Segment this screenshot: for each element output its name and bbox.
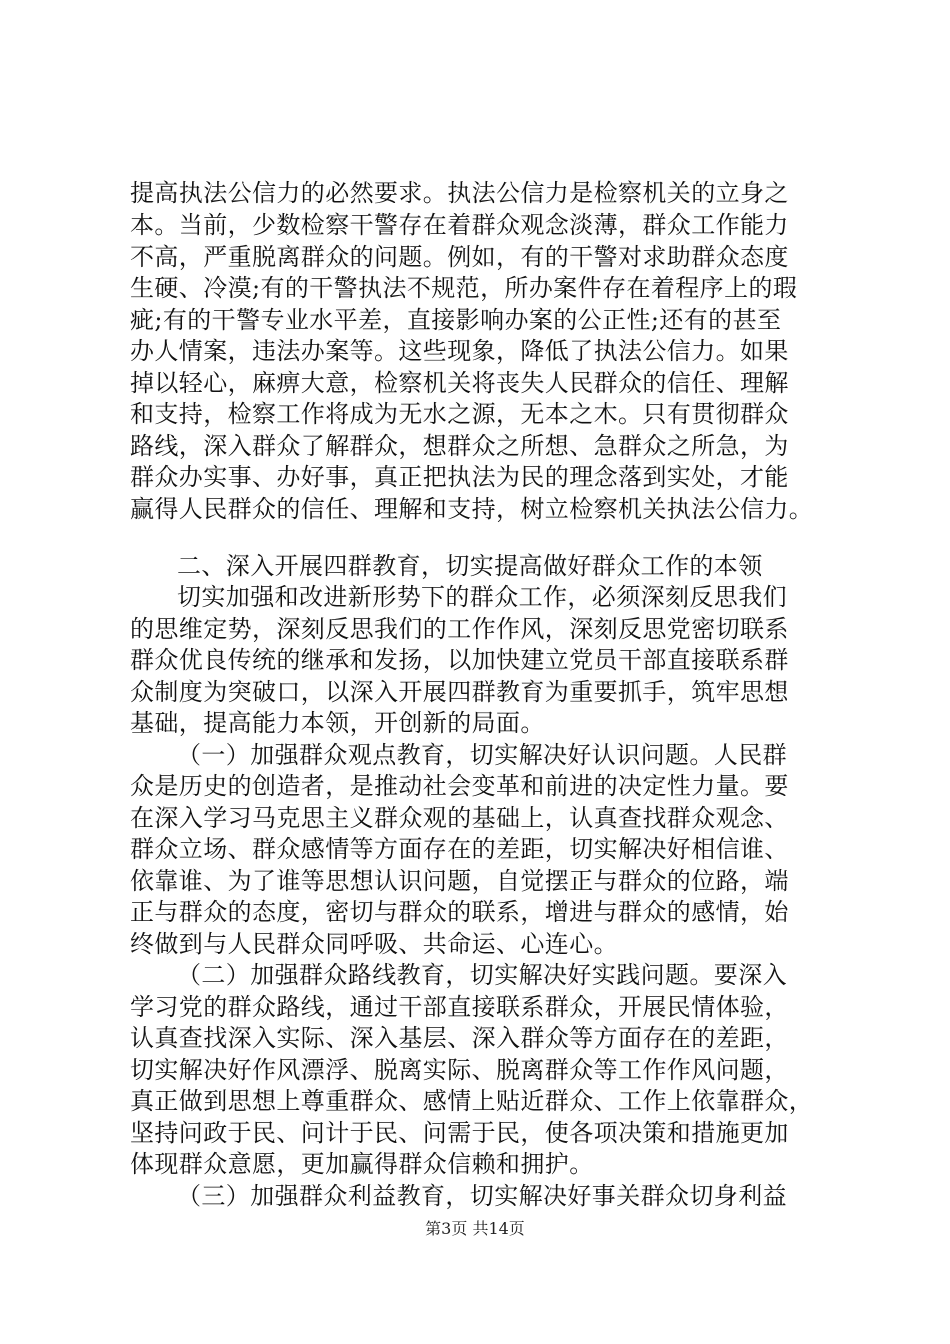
paragraph-line: 本。当前，少数检察干警存在着群众观念淡薄，群众工作能力 (130, 211, 789, 239)
paragraph-line: 坚持问政于民、问计于民、问需于民，使各项决策和措施更加 (130, 1119, 789, 1147)
paragraph-line: 依靠谁、为了谁等思想认识问题，自觉摆正与群众的位路，端 (130, 867, 789, 895)
paragraph-line: 众是历史的创造者，是推动社会变革和前进的决定性力量。要 (130, 772, 789, 800)
paragraph-line: 办人情案，违法办案等。这些现象，降低了执法公信力。如果 (130, 337, 789, 365)
paragraph-line: 真正做到思想上尊重群众、感情上贴近群众、工作上依靠群众， (130, 1087, 814, 1115)
paragraph-line: 的思维定势，深刻反思我们的工作作风，深刻反思党密切联系 (130, 615, 789, 643)
paragraph-line: 认真查找深入实际、深入基层、深入群众等方面存在的差距， (130, 1024, 789, 1052)
paragraph-line: 群众办实事、办好事，真正把执法为民的理念落到实处，才能 (130, 463, 789, 491)
paragraph-line: 赢得人民群众的信任、理解和支持，树立检察机关执法公信力。 (130, 495, 814, 523)
paragraph-line: （二）加强群众路线教育，切实解决好实践问题。要深入 (177, 961, 787, 989)
paragraph-line: 路线，深入群众了解群众，想群众之所想、急群众之所急，为 (130, 432, 789, 460)
paragraph-line: 众制度为突破口，以深入开展四群教育为重要抓手，筑牢思想 (130, 678, 789, 706)
paragraph-line: 和支持，检察工作将成为无水之源，无本之木。只有贯彻群众 (130, 400, 789, 428)
paragraph-line: （一）加强群众观点教育，切实解决好认识问题。人民群 (177, 741, 787, 769)
paragraph-line: 在深入学习马克思主义群众观的基础上，认真查找群众观念、 (130, 804, 789, 832)
paragraph-line: 疵;有的干警专业水平差，直接影响办案的公正性;还有的甚至 (130, 306, 782, 334)
paragraph-line: （三）加强群众利益教育，切实解决好事关群众切身利益 (177, 1182, 787, 1210)
paragraph-line: 群众优良传统的继承和发扬，以加快建立党员干部直接联系群 (130, 646, 789, 674)
paragraph-line: 学习党的群众路线，通过干部直接联系群众，开展民情体验， (130, 993, 789, 1021)
paragraph-line: 正与群众的态度，密切与群众的联系，增进与群众的感情，始 (130, 898, 789, 926)
paragraph-line: 切实解决好作风漂浮、脱离实际、脱离群众等工作作风问题， (130, 1056, 789, 1084)
paragraph-line: 生硬、冷漠;有的干警执法不规范，所办案件存在着程序上的瑕 (130, 274, 798, 302)
paragraph-line: 群众立场、群众感情等方面存在的差距，切实解决好相信谁、 (130, 835, 789, 863)
paragraph-line: 提高执法公信力的必然要求。执法公信力是检察机关的立身之 (130, 179, 789, 207)
page-footer: 第3页 共14页 (425, 1219, 525, 1238)
paragraph-line: 终做到与人民群众同呼吸、共命运、心连心。 (130, 930, 618, 958)
paragraph-line: 基础，提高能力本领，开创新的局面。 (130, 709, 545, 737)
paragraph-line: 切实加强和改进新形势下的群众工作，必须深刻反思我们 (177, 583, 787, 611)
section-heading: 二、深入开展四群教育，切实提高做好群众工作的本领 (177, 552, 763, 580)
paragraph-line: 体现群众意愿，更加赢得群众信赖和拥护。 (130, 1150, 594, 1178)
paragraph-line: 不高，严重脱离群众的问题。例如，有的干警对求助群众态度 (130, 243, 789, 271)
paragraph-line: 掉以轻心，麻痹大意，检察机关将丧失人民群众的信任、理解 (130, 369, 789, 397)
